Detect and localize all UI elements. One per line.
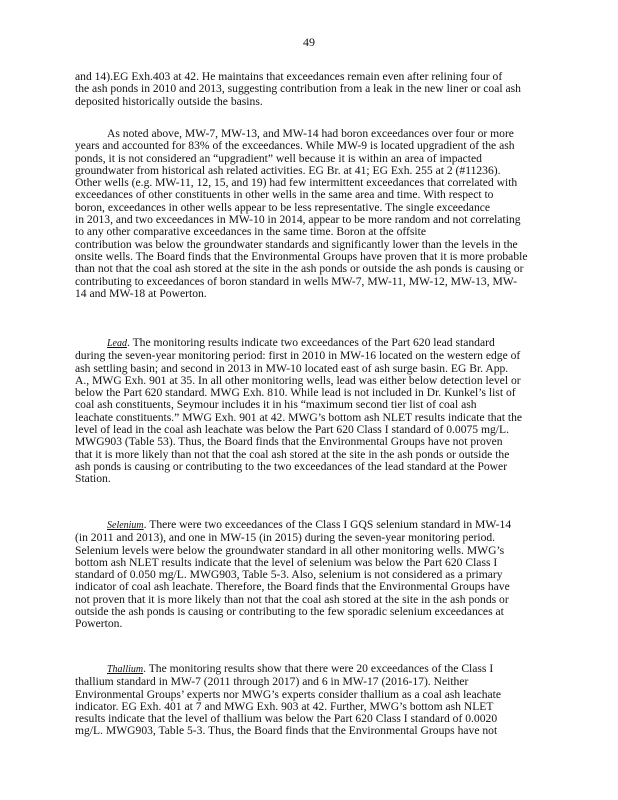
text-line: standard of 0.050 mg/L. MWG903, Table 5-3. Also, selenium is not considered as a primary xyxy=(75,568,503,582)
text-line: leachate constituents.” MWG Exh. 901 at 42. MWG’s bottom ash NLET results indicate that the xyxy=(75,410,523,424)
text-line: Selenium levels were below the groundwater standard in all other monitoring wells. MWG’s xyxy=(75,543,505,557)
text-line: than not that the coal ash stored at the site in the ash ponds or outside the ash ponds is causing or xyxy=(75,262,524,276)
text-line: results indicate that the level of thallium was below the Part 620 Class I standard of 0.0020 xyxy=(75,712,498,726)
text-line: ash ponds is causing or contributing to the two exceedances of the lead standard at the Power xyxy=(75,459,508,473)
text-line: boron, exceedances in other wells appear to be less representative. The single exceedance xyxy=(75,200,491,214)
paragraph-continuation xyxy=(75,71,605,108)
paragraph-boron xyxy=(75,128,605,300)
text-line: Station. xyxy=(75,472,111,486)
text-line: that it is more likely than not that the coal ash stored at the site in the ash ponds or outside the xyxy=(75,447,510,461)
text-line: 14 and MW-18 at Powerton. xyxy=(75,286,207,300)
text-line: in 2013, and two exceedances in MW-10 in 2014, appear to be more random and not correlating xyxy=(75,213,521,227)
text-line: years and accounted for 83% of the exceedances. While MW-9 is located upgradient of the ash xyxy=(75,139,515,153)
text-line: Environmental Groups’ experts nor MWG’s experts consider thallium as a coal ash leachate xyxy=(75,687,502,701)
text-line xyxy=(75,519,605,532)
text-line: groundwater from historical ash related activities. EG Br. at 41; EG Exh. 255 at 2 (#11236). xyxy=(75,163,501,177)
text-line: exceedances of other constituents in other wells in the same area and time. With respect to xyxy=(75,188,494,202)
text-line xyxy=(75,337,605,350)
text-line: thallium standard in MW-7 (2011 through 2017) and 6 in MW-17 (2016-17). Neither xyxy=(75,675,469,689)
text-line: the ash ponds in 2010 and 2013, suggesting contribution from a leak in the new liner or coal ash xyxy=(75,82,521,96)
text-line: to any other comparative exceedances in the same time. Boron at the offsite xyxy=(75,225,427,239)
text-line: Other wells (e.g. MW-11, 12, 15, and 19) had few intermittent exceedances that correlated with xyxy=(75,176,518,190)
text-line: Powerton. xyxy=(75,617,123,631)
paragraph-lead xyxy=(75,337,605,486)
page-number: 49 xyxy=(303,35,315,49)
text-line: level of lead in the coal ash leachate was below the Part 620 Class I standard of 0.0075 mg/L. xyxy=(75,423,509,437)
text-line: ash settling basin; and second in 2013 in MW-10 located east of ash surge basin. EG Br. App. xyxy=(75,361,509,375)
thallium-heading: Thallium xyxy=(107,664,144,675)
lead-first-line: . The monitoring results indicate two exceedances of the Part 620 lead standard xyxy=(127,336,495,349)
paragraph-thallium xyxy=(75,663,605,738)
paragraph-selenium xyxy=(75,519,605,631)
text-line: contribution was below the groundwater standards and significantly lower than the levels in the xyxy=(75,237,518,251)
text-line: outside the ash ponds is causing or contributing to the few sporadic selenium exceedances at xyxy=(75,605,504,619)
lead-heading: Lead xyxy=(107,338,127,349)
text-line: deposited historically outside the basins. xyxy=(75,94,263,108)
text-line: indicator. EG Exh. 401 at 7 and MWG Exh. 903 at 42. Further, MWG’s bottom ash NLET xyxy=(75,699,494,713)
selenium-first-line: . There were two exceedances of the Class I GQS selenium standard in MW-14 xyxy=(143,518,512,531)
thallium-first-line: . The monitoring results show that there were 20 exceedances of the Class I xyxy=(143,662,494,675)
text-line: below the Part 620 standard. MWG Exh. 810. While lead is not included in Dr. Kunkel’s list of xyxy=(75,386,516,400)
text-line xyxy=(75,663,605,676)
text-line: A., MWG Exh. 901 at 35. In all other monitoring wells, lead was either below detection level or xyxy=(75,373,521,387)
text-line: during the seven-year monitoring period: first in 2010 in MW-16 located on the western edge of xyxy=(75,349,521,363)
text-line: indicator of coal ash leachate. Therefore, the Board finds that the Environmental Groups have xyxy=(75,580,510,594)
text-line: bottom ash NLET results indicate that the level of selenium was below the Part 620 Class I xyxy=(75,555,498,569)
text-line: coal ash constituents, Seymour includes it in his “maximum second tier list of coal ash xyxy=(75,398,477,412)
selenium-heading: Selenium xyxy=(107,520,144,531)
text-line: not proven that it is more likely than not that the coal ash stored at the site in the ash ponds or xyxy=(75,592,509,606)
text-line: mg/L. MWG903, Table 5-3. Thus, the Board finds that the Environmental Groups have not xyxy=(75,724,498,738)
text-line: ponds, it is not considered an “upgradient” well because it is within an area of impacted xyxy=(75,151,482,165)
text-line: and 14).EG Exh.403 at 42. He maintains that exceedances remain even after relining four of xyxy=(75,70,503,83)
text-line: As noted above, MW-7, MW-13, and MW-14 had boron exceedances over four or more xyxy=(107,127,514,140)
text-line: (in 2011 and 2013), and one in MW-15 (in 2015) during the seven-year monitoring period. xyxy=(75,531,496,545)
text-line: MWG903 (Table 53). Thus, the Board finds that the Environmental Groups have not proven xyxy=(75,435,503,449)
text-line: onsite wells. The Board finds that the Environmental Groups have proven that it is more probable xyxy=(75,249,528,263)
text-line: contributing to exceedances of boron standard in wells MW-7, MW-11, MW-12, MW-13, MW- xyxy=(75,274,517,288)
